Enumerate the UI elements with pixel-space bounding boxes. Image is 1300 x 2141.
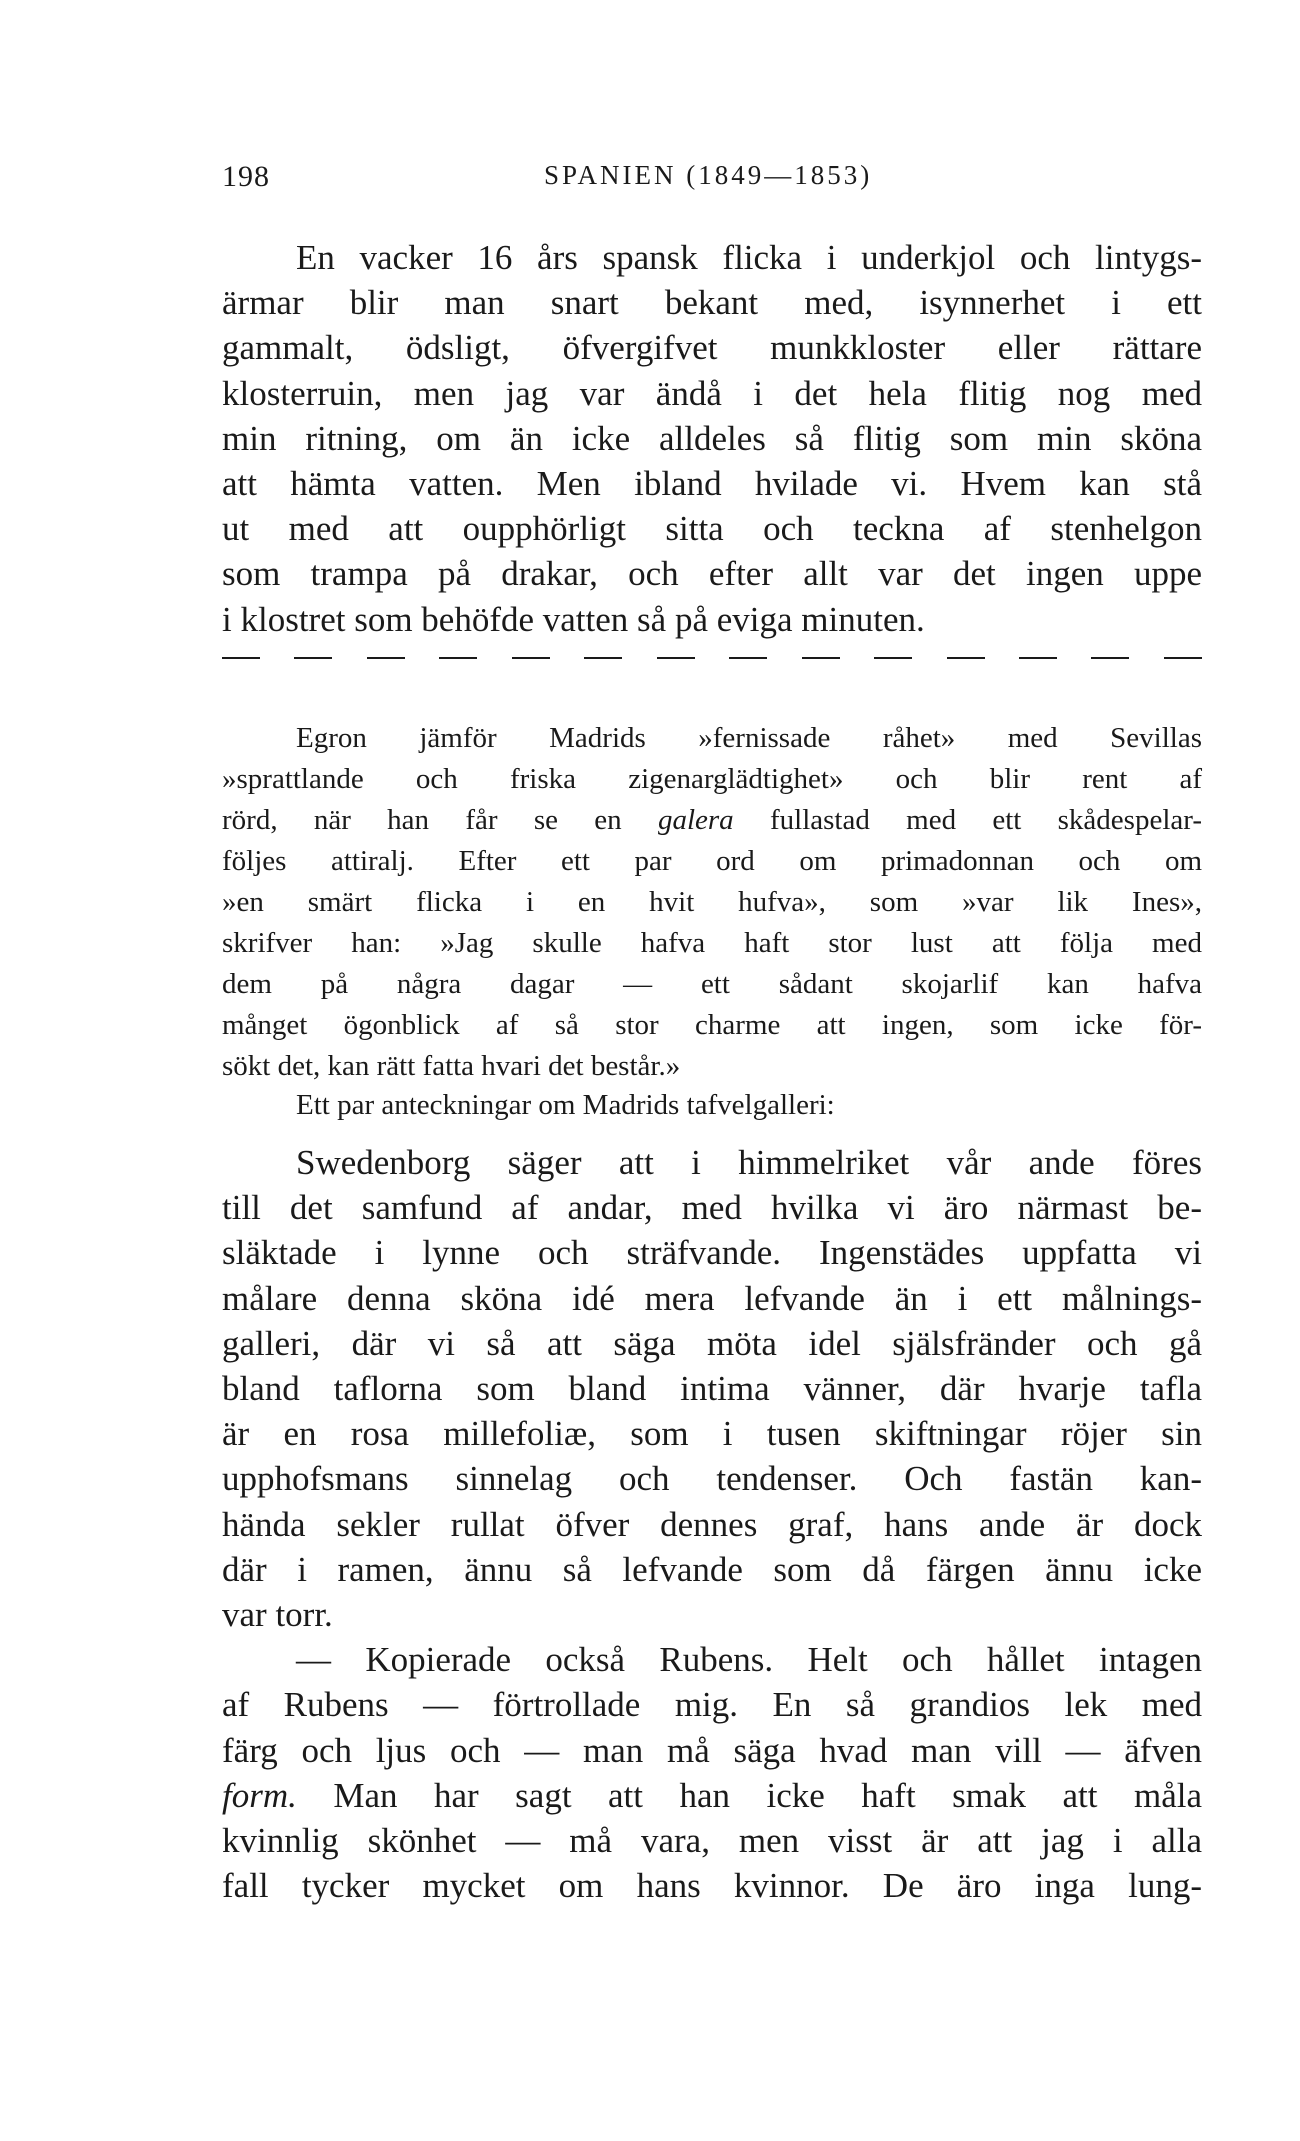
text-line: släktade i lynne och sträfvande. Ingenstädes uppfatta vi	[222, 1233, 1202, 1273]
text-line: målare denna sköna idé mera lefvande än i ett målnings-	[222, 1278, 1202, 1318]
text-line: galleri, där vi så att säga möta idel själsfränder och gå	[222, 1323, 1202, 1363]
text-line: att hämta vatten. Men ibland hvilade vi. Hvem kan stå	[222, 464, 1202, 504]
text-line: fall tycker mycket om hans kvinnor. De äro inga lung-	[222, 1866, 1202, 1906]
text-line: till det samfund af andar, med hvilka vi äro närmast be-	[222, 1188, 1202, 1228]
text-line: som trampa på drakar, och efter allt var det ingen uppe	[222, 554, 1202, 594]
text-line: upphofsmans sinnelag och tendenser. Och fastän kan-	[222, 1459, 1202, 1499]
text-line: ärmar blir man snart bekant med, isynnerhet i ett	[222, 283, 1202, 323]
separator-dash	[1019, 657, 1057, 659]
paragraph-4	[222, 1140, 1202, 1908]
italic-word: galera	[657, 804, 734, 836]
text-line	[222, 1773, 1202, 1818]
separator-dash	[947, 657, 985, 659]
text-line: Ett par anteckningar om Madrids tafvelgalleri:	[296, 1089, 835, 1121]
text-line: där i ramen, ännu så lefvande som då färgen ännu icke	[222, 1549, 1202, 1589]
separator-dash	[294, 657, 332, 659]
text-line: var torr.	[222, 1595, 333, 1635]
text-line: »en smärt flicka i en hvit hufva», som »var lik Ines»,	[222, 886, 1202, 918]
text-line: dem på några dagar — ett sådant skojarlif kan hafva	[222, 968, 1202, 1000]
text-line: kvinnlig skönhet — må vara, men visst är att jag i alla	[222, 1821, 1202, 1861]
text-line: i klostret som behöfde vatten så på eviga minuten.	[222, 599, 925, 639]
separator-dash	[1091, 657, 1129, 659]
separator-dash	[729, 657, 767, 659]
text-line: skrifver han: »Jag skulle hafva haft stor lust att följa med	[222, 927, 1202, 959]
paragraph-1	[222, 235, 1202, 642]
text-line: Swedenborg säger att i himmelriket vår ande föres	[296, 1143, 1202, 1182]
text-line: »sprattlande och friska zigenarglädtighet» och blir rent af	[222, 763, 1202, 795]
text-line: min ritning, om än icke alldeles så flitig som min sköna	[222, 418, 1202, 458]
separator-dash	[657, 657, 695, 659]
text-segment: fullastad med ett skådespelar-	[769, 804, 1202, 836]
running-head: SPANIEN (1849—1853)	[544, 160, 873, 190]
separator-dash	[222, 657, 260, 659]
text-line: hända sekler rullat öfver dennes graf, hans ande är dock	[222, 1504, 1202, 1544]
text-line: ut med att oupphörligt sitta och teckna af stenhelgon	[222, 509, 1202, 549]
separator-dash	[439, 657, 477, 659]
separator-dash	[367, 657, 405, 659]
text-line	[222, 800, 1202, 841]
text-line: är en rosa millefoliæ, som i tusen skiftningar röjer sin	[222, 1414, 1202, 1454]
text-line: af Rubens — förtrollade mig. En så grandios lek med	[222, 1685, 1202, 1725]
text-line: bland taflorna som bland intima vänner, där hvarje tafla	[222, 1369, 1202, 1409]
text-segment: rörd, när han får se en	[222, 804, 622, 836]
paragraph-2	[222, 718, 1202, 1087]
page-header	[222, 160, 1188, 200]
text-line: färg och ljus och — man må säga hvad man vill — äfven	[222, 1730, 1202, 1770]
separator-dash	[802, 657, 840, 659]
section-separator	[222, 648, 1202, 668]
text-segment: Man har sagt att han icke haft smak att måla	[333, 1775, 1202, 1815]
text-line: Egron jämför Madrids »fernissade råhet» med Sevillas	[296, 722, 1202, 754]
paragraph-3	[222, 1085, 1202, 1126]
separator-dash	[874, 657, 912, 659]
text-line: En vacker 16 års spansk flicka i underkjol och lintygs-	[296, 238, 1202, 277]
text-line: följes attiralj. Efter ett par ord om primadonnan och om	[222, 845, 1202, 877]
text-line: gammalt, ödsligt, öfvergifvet munkkloster eller rättare	[222, 328, 1202, 368]
page-number: 198	[222, 160, 270, 193]
text-line: — Kopierade också Rubens. Helt och hållet intagen	[296, 1640, 1202, 1680]
text-line: klosterruin, men jag var ändå i det hela flitig nog med	[222, 373, 1202, 413]
separator-dash	[1164, 657, 1202, 659]
separator-dash	[512, 657, 550, 659]
text-line: månget ögonblick af så stor charme att ingen, som icke för-	[222, 1009, 1202, 1041]
italic-word: form.	[222, 1775, 297, 1815]
text-line: sökt det, kan rätt fatta hvari det består.»	[222, 1050, 681, 1082]
separator-dash	[584, 657, 622, 659]
